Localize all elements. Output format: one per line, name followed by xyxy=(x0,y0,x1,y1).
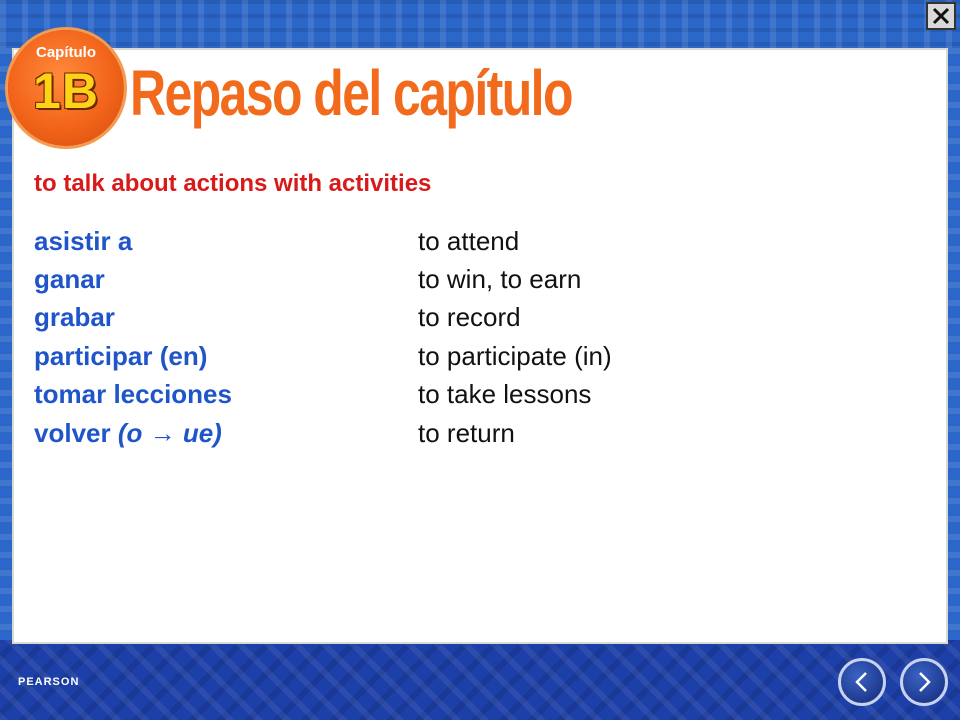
vocab-row xyxy=(34,376,794,414)
vocab-row xyxy=(34,222,794,260)
previous-button[interactable] xyxy=(838,658,886,706)
vocab-term: participar (en) xyxy=(34,340,208,371)
vocab-meaning: to take lessons xyxy=(418,379,592,410)
vocab-term xyxy=(34,418,418,449)
chevron-right-icon xyxy=(914,670,934,694)
vocab-meaning: to return xyxy=(418,417,515,448)
vocab-term-main: volver xyxy=(34,417,118,448)
vocab-meaning: to record xyxy=(418,302,521,333)
vocab-list xyxy=(34,222,794,452)
chapter-badge-label: Capítulo xyxy=(36,44,96,61)
vocab-term: tomar lecciones xyxy=(34,379,232,410)
vocab-meaning: to win, to earn xyxy=(418,264,582,295)
bottom-decorative-band xyxy=(0,640,960,720)
close-icon xyxy=(931,7,951,25)
next-button[interactable] xyxy=(900,658,948,706)
vocab-term-stem-change: (o → ue) xyxy=(117,417,222,448)
publisher-logo: PEARSON xyxy=(18,676,80,688)
vocab-meaning: to attend xyxy=(418,225,520,256)
vocab-term: grabar xyxy=(34,302,115,333)
chevron-left-icon xyxy=(852,670,872,694)
vocab-row xyxy=(34,414,794,452)
chapter-badge xyxy=(8,30,124,146)
vocab-row xyxy=(34,337,794,375)
vocab-row xyxy=(34,299,794,337)
vocab-term: ganar xyxy=(34,264,105,295)
vocab-meaning: to participate (in) xyxy=(418,340,612,371)
right-decorative-strip xyxy=(946,48,960,648)
page-title: Repaso del capítulo xyxy=(130,57,572,129)
vocab-row xyxy=(34,260,794,298)
chapter-badge-number: 1B xyxy=(33,63,99,119)
vocab-term: asistir a xyxy=(34,225,133,256)
close-button[interactable] xyxy=(926,2,956,30)
section-heading: to talk about actions with activities xyxy=(34,170,432,197)
